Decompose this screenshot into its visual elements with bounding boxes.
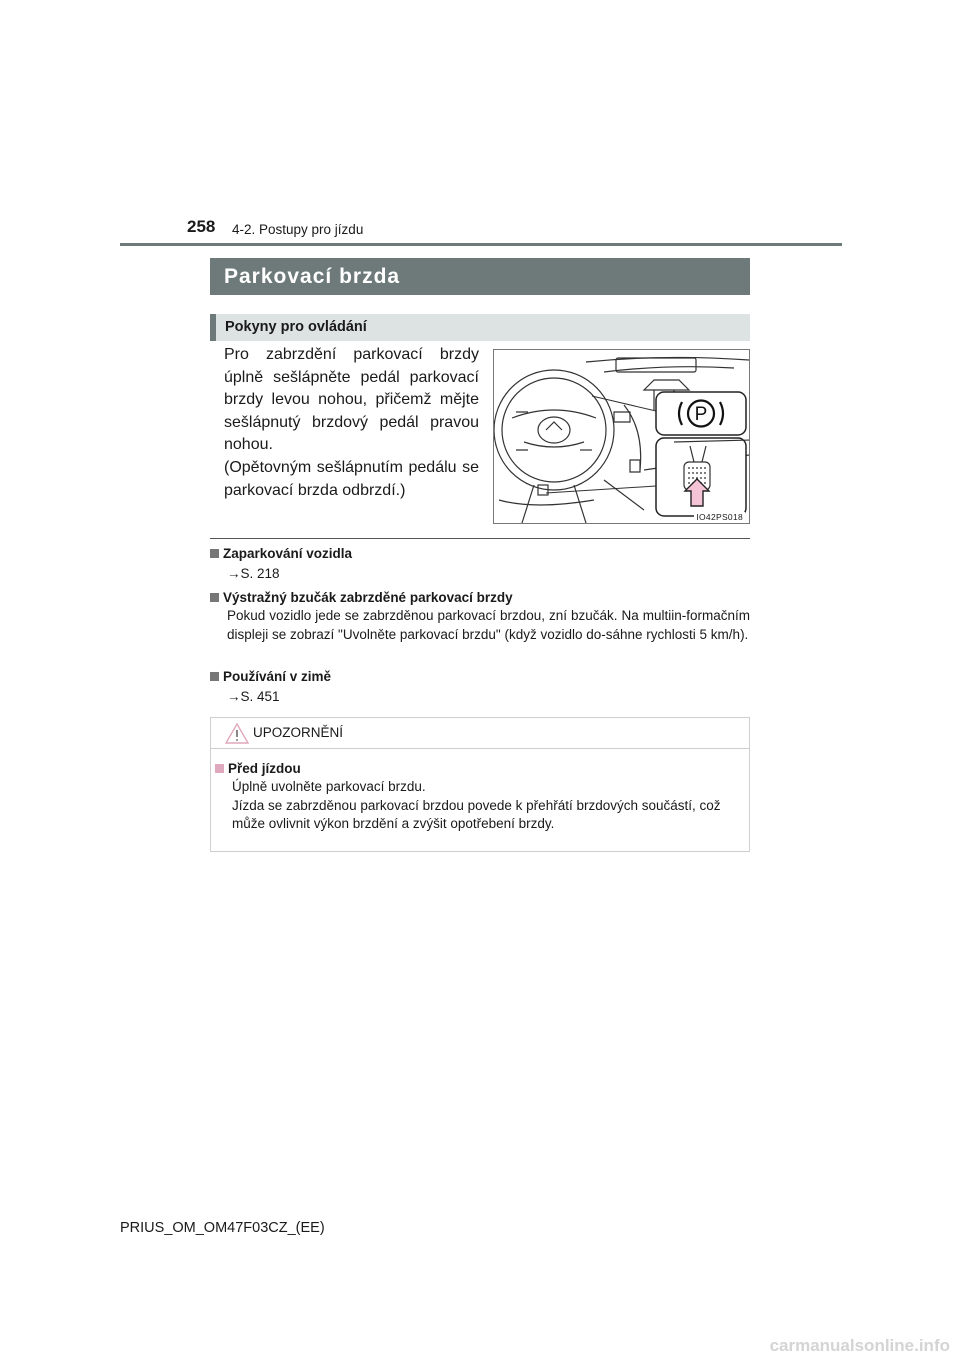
note-body: Pokud vozidlo jede se zabrzděnou parkovací brzdou, zní bzučák. Na multiin-formačním displeji se zobrazí "Uvolněte parkovací brzdu" (když vozidlo do-sáhne rychlosti 5 km/h). bbox=[227, 608, 750, 642]
warning-item bbox=[215, 761, 745, 834]
sub-header: Pokyny pro ovládání bbox=[210, 314, 750, 341]
dashboard-drawing bbox=[494, 350, 749, 523]
header-rule bbox=[120, 243, 842, 246]
intro-text bbox=[224, 344, 479, 502]
arrow-icon: → bbox=[227, 689, 241, 704]
document-code: PRIUS_OM_OM47F03CZ_(EE) bbox=[120, 1220, 325, 1236]
page-number: 258 bbox=[187, 217, 216, 236]
page-ref-link[interactable]: S. 218 bbox=[240, 566, 280, 581]
warning-line: Úplně uvolněte parkovací brzdu. bbox=[232, 779, 426, 794]
note-title: Zaparkování vozidla bbox=[223, 546, 353, 561]
intro-paragraph-release: (Opětovným sešlápnutím pedálu se parkovací brzda odbrzdí.) bbox=[224, 458, 479, 499]
bullet-square-icon bbox=[210, 549, 219, 558]
warning-label: UPOZORNĚNÍ bbox=[253, 725, 344, 740]
section-divider bbox=[210, 538, 750, 539]
note-buzzer bbox=[210, 590, 750, 644]
parking-brake-illustration bbox=[493, 349, 750, 524]
note-winter bbox=[210, 669, 750, 707]
warning-header bbox=[211, 718, 749, 749]
figure-code: IO42PS018 bbox=[696, 512, 743, 522]
intro-paragraph: Pro zabrzdění parkovací brzdy úplně sešlápněte pedál parkovací brzdy levou nohou, přičemž mějte sešlápnutý brzdový pedál pravou nohou. bbox=[224, 346, 479, 454]
bullet-square-icon bbox=[215, 764, 224, 773]
section-title: Parkovací brzda bbox=[210, 258, 750, 295]
note-parking bbox=[210, 546, 750, 584]
warning-item-title: Před jízdou bbox=[228, 761, 301, 776]
chapter-title: 4-2. Postupy pro jízdu bbox=[232, 222, 364, 237]
warning-box bbox=[210, 717, 750, 852]
warning-line: Jízda se zabrzděnou parkovací brzdou povede k přehřátí brzdových součástí, což může ovlivnit výkon brzdění a zvýšit opotřebení brzdy. bbox=[232, 797, 721, 831]
note-title: Používání v zimě bbox=[223, 669, 332, 684]
page-ref-link[interactable]: S. 451 bbox=[240, 689, 280, 704]
bullet-square-icon bbox=[210, 672, 219, 681]
indicator-letter: P bbox=[694, 404, 708, 425]
warning-triangle-icon bbox=[225, 723, 249, 744]
note-title: Výstražný bzučák zabrzděné parkovací brzdy bbox=[223, 590, 513, 605]
arrow-icon: → bbox=[227, 566, 241, 581]
bullet-square-icon bbox=[210, 593, 219, 602]
watermark: carmanualsonline.info bbox=[769, 1336, 950, 1355]
